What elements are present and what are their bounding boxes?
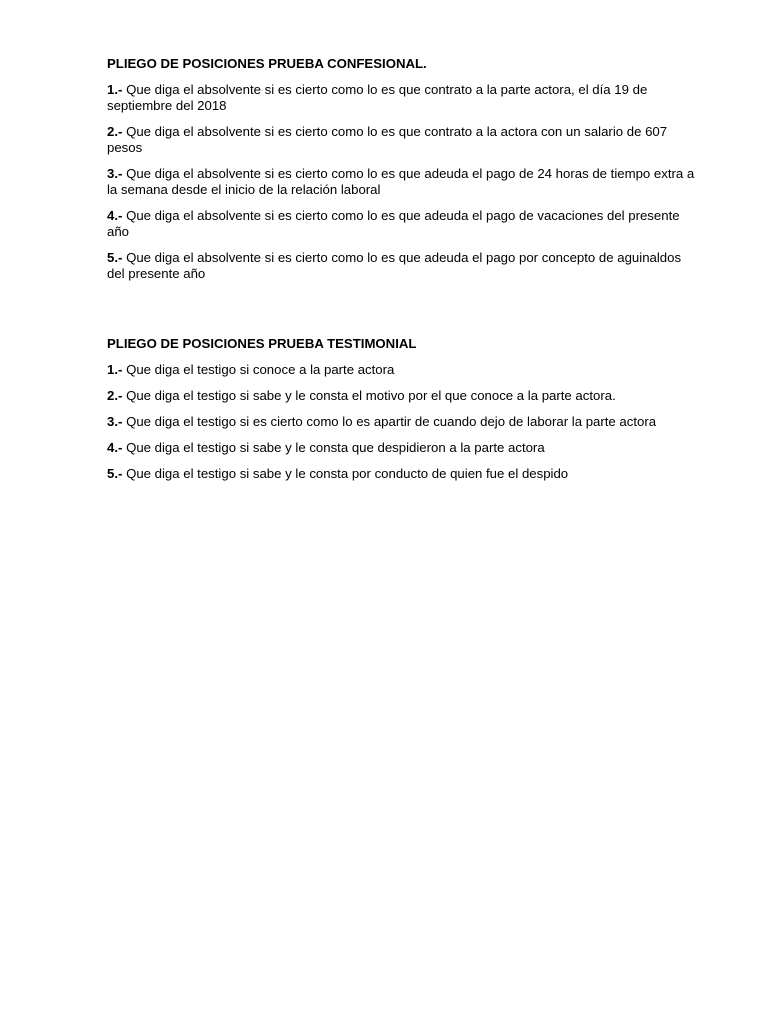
item-text: Que diga el absolvente si es cierto como lo es que contrato a la parte actora, el día 19 de septiembre del 2018 bbox=[107, 82, 648, 113]
item-number: 2.- bbox=[107, 124, 123, 139]
item-text: Que diga el testigo si sabe y le consta el motivo por el que conoce a la parte actora. bbox=[126, 388, 616, 403]
item-number: 5.- bbox=[107, 250, 123, 265]
section-confesional bbox=[107, 56, 699, 282]
list-item bbox=[107, 388, 699, 404]
list-item bbox=[107, 208, 699, 240]
item-text: Que diga el testigo si sabe y le consta que despidieron a la parte actora bbox=[126, 440, 545, 455]
list-item bbox=[107, 124, 699, 156]
item-text: Que diga el testigo si sabe y le consta por conducto de quien fue el despido bbox=[126, 466, 569, 481]
list-item bbox=[107, 440, 699, 456]
list-item bbox=[107, 362, 699, 378]
item-text: Que diga el testigo si es cierto como lo es apartir de cuando dejo de laborar la parte actora bbox=[126, 414, 657, 429]
item-number: 1.- bbox=[107, 362, 123, 377]
list-item bbox=[107, 466, 699, 482]
list-item bbox=[107, 414, 699, 430]
item-number: 4.- bbox=[107, 208, 123, 223]
section-title: PLIEGO DE POSICIONES PRUEBA CONFESIONAL. bbox=[107, 56, 427, 71]
item-number: 2.- bbox=[107, 388, 123, 403]
item-text: Que diga el absolvente si es cierto como lo es que adeuda el pago por concepto de aguinaldos del presente año bbox=[107, 250, 682, 281]
item-number: 3.- bbox=[107, 414, 123, 429]
item-text: Que diga el absolvente si es cierto como lo es que adeuda el pago de vacaciones del presente año bbox=[107, 208, 680, 239]
list-item bbox=[107, 250, 699, 282]
section-spacer bbox=[107, 292, 699, 336]
document-page bbox=[107, 56, 699, 492]
section-testimonial bbox=[107, 336, 699, 482]
item-number: 1.- bbox=[107, 82, 123, 97]
item-text: Que diga el testigo si conoce a la parte actora bbox=[126, 362, 395, 377]
item-text: Que diga el absolvente si es cierto como lo es que contrato a la actora con un salario de 607 pesos bbox=[107, 124, 668, 155]
section-title: PLIEGO DE POSICIONES PRUEBA TESTIMONIAL bbox=[107, 336, 417, 351]
list-item bbox=[107, 166, 699, 198]
item-text: Que diga el absolvente si es cierto como lo es que adeuda el pago de 24 horas de tiempo extra a la semana desde el inicio de la relación laboral bbox=[107, 166, 695, 197]
list-item bbox=[107, 82, 699, 114]
item-number: 3.- bbox=[107, 166, 123, 181]
item-number: 5.- bbox=[107, 466, 123, 481]
item-number: 4.- bbox=[107, 440, 123, 455]
